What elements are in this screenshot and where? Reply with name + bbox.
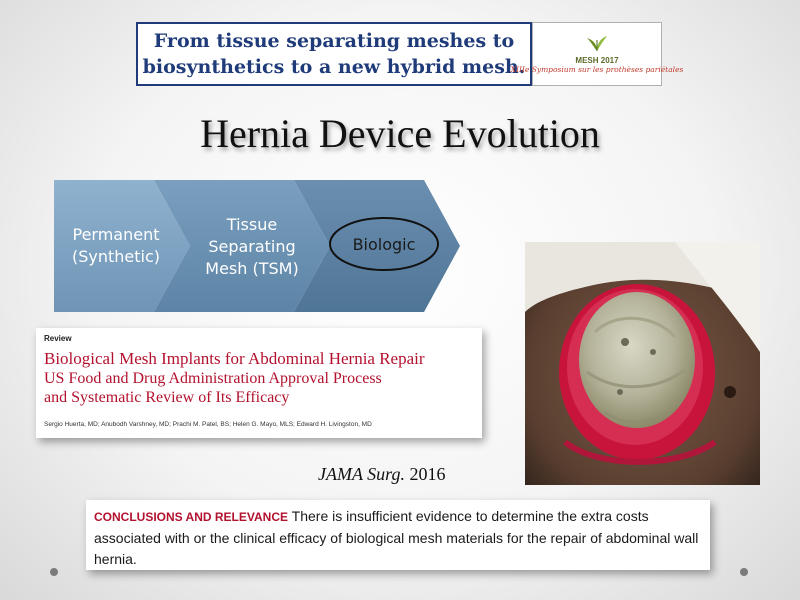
- citation: [318, 464, 446, 485]
- review-authors: Sergio Huerta, MD; Anubodh Varshney, MD; Prachi M. Patel, BS; Helen G. Mayo, MLS; Edward H. Livingston, MD: [44, 421, 372, 428]
- logo-subtitle: XIIIe Symposium sur les prothèses pariétales: [510, 65, 684, 74]
- chevron-2-line-1: Tissue: [226, 215, 278, 234]
- conclusion-box: [86, 500, 710, 570]
- logo-title: MESH 2017: [575, 56, 619, 65]
- decorative-dot-right: [740, 568, 748, 576]
- chevron-2-line-2: Separating: [208, 237, 296, 256]
- review-subtitle-2: and Systematic Review of Its Efficacy: [44, 389, 290, 406]
- mesh-logo: [510, 22, 684, 86]
- conclusion-text: There is insufficient evidence to determine the extra costs associated with or the clinical efficacy of biological mesh materials for the repair of abdominal wall hernia.: [94, 508, 699, 567]
- device-evolution-chevrons: [54, 180, 474, 312]
- review-tag: Review: [44, 334, 72, 343]
- chevron-3-line-1: Biologic: [352, 235, 416, 254]
- slide-title: Hernia Device Evolution: [200, 111, 600, 156]
- wound-illustration: [525, 242, 760, 485]
- conclusion-label: CONCLUSIONS AND RELEVANCE: [94, 510, 289, 524]
- chevron-1-line-1: Permanent: [72, 225, 160, 244]
- decorative-dot-left: [50, 568, 58, 576]
- abdominal-wound-photo: [525, 242, 760, 485]
- citation-journal: JAMA Surg.: [318, 464, 405, 484]
- review-article-clip: [36, 328, 482, 438]
- header-line-2: biosynthetics to a new hybrid mesh.: [142, 56, 526, 78]
- citation-year: 2016: [409, 464, 446, 484]
- review-title: Biological Mesh Implants for Abdominal Hernia Repair: [44, 349, 425, 368]
- chevron-2-line-3: Mesh (TSM): [205, 259, 299, 278]
- header-line-1: From tissue separating meshes to: [153, 30, 515, 52]
- review-subtitle-1: US Food and Drug Administration Approval Process: [44, 370, 382, 387]
- plant-logo-icon: [583, 34, 611, 52]
- chevron-1-line-2: (Synthetic): [71, 247, 161, 266]
- header-box: [136, 22, 532, 86]
